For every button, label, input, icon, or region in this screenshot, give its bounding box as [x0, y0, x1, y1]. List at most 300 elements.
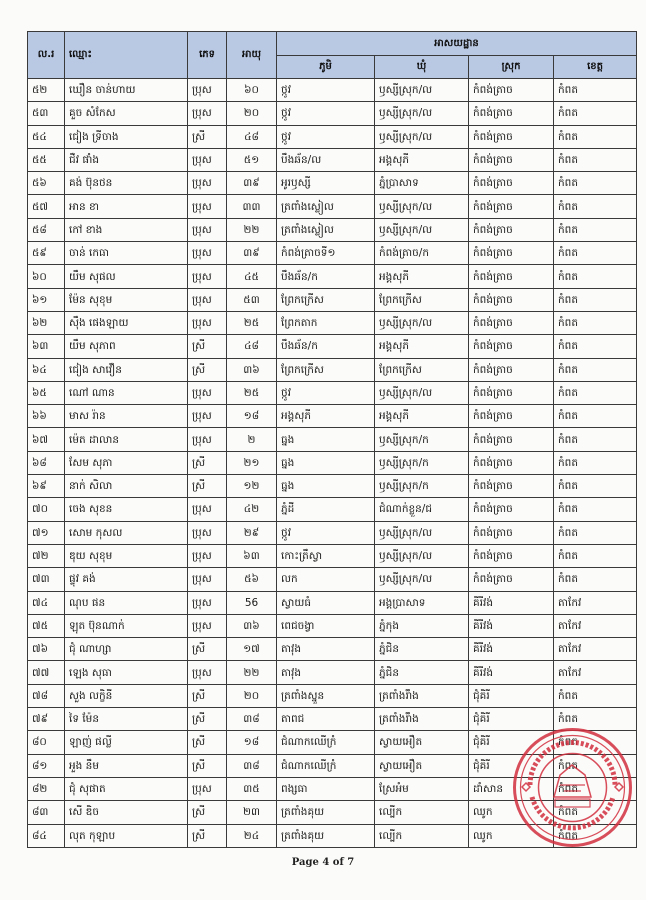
cell-sex: ប្រុស	[188, 148, 227, 171]
header-address: អាសយដ្ឋាន	[277, 32, 637, 56]
cell-row-number: ៥៧	[28, 195, 65, 218]
cell-province: កំពត	[554, 451, 637, 474]
cell-sex: ប្រុស	[188, 614, 227, 637]
cell-province: កំពត	[554, 684, 637, 707]
cell-row-number: ៨៣	[28, 801, 65, 824]
cell-sex: ប្រុស	[188, 568, 227, 591]
cell-person-name: គង់ ប៊ុនថន	[65, 172, 188, 195]
cell-age: ២៩	[227, 521, 277, 544]
cell-person-name: សួង លក្ខិនី	[65, 684, 188, 707]
cell-age: ៣៩	[227, 242, 277, 265]
cell-age: ២២	[227, 218, 277, 241]
table-row	[28, 335, 637, 358]
cell-person-name: សោម កុសល	[65, 521, 188, 544]
cell-sex: ប្រុស	[188, 777, 227, 800]
cell-province: កំពត	[554, 498, 637, 521]
cell-age: ៣៦	[227, 358, 277, 381]
cell-sex: ស្រី	[188, 475, 227, 498]
cell-commune: ឫស្សីស្រុក/ល	[375, 311, 469, 334]
cell-village: ធ្នង	[277, 475, 375, 498]
cell-village: ត្រពាំងគុយ	[277, 824, 375, 847]
cell-age: ២៣	[227, 801, 277, 824]
cell-village: ត្រពាំងស្លៀល	[277, 218, 375, 241]
cell-row-number: ៨០	[28, 731, 65, 754]
table-row	[28, 638, 637, 661]
cell-village: ត្រពាំងស្នួន	[277, 684, 375, 707]
cell-district: កំពង់ត្រាច	[469, 148, 554, 171]
cell-commune: ភ្នំកុង	[375, 614, 469, 637]
cell-age: ២០	[227, 102, 277, 125]
cell-age: ៣៦	[227, 614, 277, 637]
cell-village: បឹងឆ័ន/ក	[277, 335, 375, 358]
cell-district: កំពង់ត្រាច	[469, 125, 554, 148]
cell-province: កំពត	[554, 708, 637, 731]
cell-village: ព្រែកតាក	[277, 311, 375, 334]
cell-province: កំពត	[554, 544, 637, 567]
cell-commune: ត្រពាំងរំាំង	[375, 684, 469, 707]
cell-sex: ស្រី	[188, 358, 227, 381]
cell-row-number: ៥៥	[28, 148, 65, 171]
table-row	[28, 102, 637, 125]
cell-province: កំពត	[554, 405, 637, 428]
cell-person-name: គួច សំកែស	[65, 102, 188, 125]
cell-village: ព្រែកក្រើស	[277, 358, 375, 381]
cell-district: កំពង់ត្រាច	[469, 498, 554, 521]
cell-province: តាកែវ	[554, 614, 637, 637]
cell-district: គីរីវង់	[469, 591, 554, 614]
cell-province: កំពត	[554, 195, 637, 218]
cell-age: ៦០	[227, 79, 277, 102]
cell-village: ស្វាយធំ	[277, 591, 375, 614]
cell-commune: ព្រែកក្រើស	[375, 358, 469, 381]
cell-district: ឈូក	[469, 801, 554, 824]
cell-village: ថ្កូវ	[277, 521, 375, 544]
cell-district: កំពង់ត្រាច	[469, 428, 554, 451]
cell-commune: ស្វាយអឿត	[375, 754, 469, 777]
cell-commune: អង្គសុភី	[375, 335, 469, 358]
cell-commune: ឫស្សីស្រុក/ល	[375, 381, 469, 404]
cell-person-name: ឌុយ សុខុម	[65, 544, 188, 567]
cell-row-number: ៦៦	[28, 405, 65, 428]
cell-district: កំពង់ត្រាច	[469, 172, 554, 195]
cell-village: អង្គសុភី	[277, 405, 375, 428]
cell-row-number: ៥២	[28, 79, 65, 102]
cell-commune: ឫស្សីស្រុក/ល	[375, 521, 469, 544]
cell-sex: ប្រុស	[188, 311, 227, 334]
official-seal-icon	[510, 725, 635, 850]
cell-commune: អង្គសុភី	[375, 148, 469, 171]
cell-district: ជុំគិរី	[469, 731, 554, 754]
cell-age: ៣៣	[227, 195, 277, 218]
table-row	[28, 405, 637, 428]
cell-row-number: ៥៩	[28, 242, 65, 265]
table-row	[28, 242, 637, 265]
cell-person-name: លុត កុឡាប	[65, 824, 188, 847]
cell-row-number: ៥៨	[28, 218, 65, 241]
cell-village: ធ្នង	[277, 451, 375, 474]
cell-commune: ស្វាយអឿត	[375, 731, 469, 754]
cell-person-name: ទៃ ម៉ែន	[65, 708, 188, 731]
cell-province: កំពត	[554, 521, 637, 544]
table-row	[28, 195, 637, 218]
cell-village: ពង្សធា	[277, 777, 375, 800]
table-row	[28, 544, 637, 567]
cell-village: ថ្កូវ	[277, 102, 375, 125]
cell-person-name: ណុប ផន	[65, 591, 188, 614]
cell-village: តាវុង	[277, 638, 375, 661]
cell-person-name: ចាន់ កេធា	[65, 242, 188, 265]
cell-commune: ភ្នំប្រាសាទ	[375, 172, 469, 195]
cell-row-number: ៨២	[28, 777, 65, 800]
cell-sex: ស្រី	[188, 708, 227, 731]
cell-district: កំពង់ត្រាច	[469, 102, 554, 125]
table-row	[28, 591, 637, 614]
cell-age: ២២	[227, 661, 277, 684]
cell-sex: ប្រុស	[188, 428, 227, 451]
cell-row-number: ៦៤	[28, 358, 65, 381]
header-age: អាយុ	[227, 32, 277, 79]
cell-village: ធ្នង	[277, 428, 375, 451]
cell-district: ឈូក	[469, 824, 554, 847]
cell-district: ជុំគិរី	[469, 684, 554, 707]
cell-person-name: ជុំ សុផាត	[65, 777, 188, 800]
cell-sex: ស្រី	[188, 125, 227, 148]
cell-commune: ឫស្សីស្រុក/ក	[375, 428, 469, 451]
cell-person-name: ចេង សុខន	[65, 498, 188, 521]
cell-district: កំពង់ត្រាច	[469, 544, 554, 567]
cell-sex: ស្រី	[188, 731, 227, 754]
cell-sex: ស្រី	[188, 684, 227, 707]
cell-sex: ប្រុស	[188, 661, 227, 684]
cell-commune: ឫស្សីស្រុក/ល	[375, 79, 469, 102]
cell-sex: ស្រី	[188, 824, 227, 847]
cell-village: តាពជ	[277, 708, 375, 731]
cell-row-number: ៧១	[28, 521, 65, 544]
cell-district: គីរីវង់	[469, 638, 554, 661]
cell-province: កំពត	[554, 311, 637, 334]
table-row	[28, 125, 637, 148]
cell-row-number: ៨១	[28, 754, 65, 777]
table-row	[28, 288, 637, 311]
cell-row-number: ៥៤	[28, 125, 65, 148]
cell-commune: ឫស្សីស្រុក/ល	[375, 568, 469, 591]
header-commune: ឃុំ	[375, 56, 469, 79]
cell-commune: ព្រែកក្រើស	[375, 288, 469, 311]
cell-commune: ឫស្សីស្រុក/ល	[375, 544, 469, 567]
cell-sex: ប្រុស	[188, 195, 227, 218]
cell-sex: ប្រុស	[188, 544, 227, 567]
cell-row-number: ៧៣	[28, 568, 65, 591]
cell-district: កំពង់ត្រាច	[469, 335, 554, 358]
cell-village: ជំណាកឈើក្រំ	[277, 731, 375, 754]
cell-commune: កំពង់ត្រាច/ក	[375, 242, 469, 265]
cell-commune: ឫស្សីស្រុក/ល	[375, 218, 469, 241]
table-row	[28, 79, 637, 102]
cell-province: កំពត	[554, 381, 637, 404]
cell-sex: ប្រុស	[188, 242, 227, 265]
cell-commune: ល្បើក	[375, 824, 469, 847]
cell-sex: ប្រុស	[188, 521, 227, 544]
cell-province: តាកែវ	[554, 661, 637, 684]
cell-row-number: ៧៤	[28, 591, 65, 614]
cell-age: ២	[227, 428, 277, 451]
cell-commune: អង្គសុភី	[375, 405, 469, 428]
table-row	[28, 381, 637, 404]
cell-village: ថ្កូវ	[277, 79, 375, 102]
cell-province: កំពត	[554, 172, 637, 195]
cell-sex: ស្រី	[188, 335, 227, 358]
table-row	[28, 498, 637, 521]
cell-age: ៤៨	[227, 125, 277, 148]
cell-sex: ប្រុស	[188, 218, 227, 241]
cell-sex: ប្រុស	[188, 498, 227, 521]
cell-person-name: ស៊ឹង ផេងឡាយ	[65, 311, 188, 334]
cell-village: លក	[277, 568, 375, 591]
cell-province: កំពត	[554, 754, 637, 777]
header-sex: ភេទ	[188, 32, 227, 79]
cell-district: កំពង់ត្រាច	[469, 79, 554, 102]
cell-district: កំពង់ត្រាច	[469, 451, 554, 474]
cell-district: គីរីវង់	[469, 661, 554, 684]
header-name: ឈ្មោះ	[65, 32, 188, 79]
cell-district: កំពង់ត្រាច	[469, 311, 554, 334]
cell-sex: ប្រុស	[188, 79, 227, 102]
cell-district: កំពង់ត្រាច	[469, 475, 554, 498]
cell-district: គីរីវង់	[469, 614, 554, 637]
cell-commune: ឫស្សីស្រុក/ល	[375, 102, 469, 125]
cell-village: តាវុង	[277, 661, 375, 684]
cell-row-number: ៨៤	[28, 824, 65, 847]
table-row	[28, 428, 637, 451]
cell-district: កំពង់ត្រាច	[469, 242, 554, 265]
cell-row-number: ៥៣	[28, 102, 65, 125]
cell-age: ៣៩	[227, 172, 277, 195]
cell-district: កំពង់ត្រាច	[469, 265, 554, 288]
cell-person-name: យឹម សុផល	[65, 265, 188, 288]
cell-row-number: ៧៥	[28, 614, 65, 637]
cell-sex: ស្រី	[188, 451, 227, 474]
cell-district: ដាំសាន	[469, 777, 554, 800]
cell-district: កំពង់ត្រាច	[469, 521, 554, 544]
cell-age: ៣៨	[227, 754, 277, 777]
cell-village: ត្រពាំងគុយ	[277, 801, 375, 824]
cell-person-name: ជៀង សាវឿន	[65, 358, 188, 381]
table-row	[28, 265, 637, 288]
cell-row-number: ៦៥	[28, 381, 65, 404]
cell-age: ៦៣	[227, 544, 277, 567]
cell-province: កំពត	[554, 568, 637, 591]
cell-row-number: ៦៣	[28, 335, 65, 358]
cell-province: កំពត	[554, 801, 637, 824]
cell-province: កំពត	[554, 358, 637, 381]
cell-person-name: ម៉ែន សុខុម	[65, 288, 188, 311]
cell-province: កំពត	[554, 288, 637, 311]
cell-person-name: ម៉េត ដាលាន	[65, 428, 188, 451]
cell-sex: ប្រុស	[188, 405, 227, 428]
cell-row-number: ៧០	[28, 498, 65, 521]
cell-province: កំពត	[554, 475, 637, 498]
cell-row-number: ៦០	[28, 265, 65, 288]
cell-row-number: ៧២	[28, 544, 65, 567]
table-row	[28, 568, 637, 591]
cell-province: តាកែវ	[554, 591, 637, 614]
cell-village: ភ្នំដី	[277, 498, 375, 521]
cell-row-number: ៥៦	[28, 172, 65, 195]
cell-sex: ប្រុស	[188, 172, 227, 195]
cell-person-name: ជុំ ណាហ្សា	[65, 638, 188, 661]
header-district: ស្រុក	[469, 56, 554, 79]
cell-age: ៣៨	[227, 708, 277, 731]
cell-province: កំពត	[554, 102, 637, 125]
cell-age: ២០	[227, 684, 277, 707]
cell-province: តាកែវ	[554, 638, 637, 661]
cell-village: កំពង់ត្រាចទី១	[277, 242, 375, 265]
cell-commune: ល្បើក	[375, 801, 469, 824]
cell-age: ៤២	[227, 498, 277, 521]
cell-age: ២៥	[227, 381, 277, 404]
cell-age: ២៥	[227, 311, 277, 334]
cell-commune: ជំណាក់ខ្លួន/ជ	[375, 498, 469, 521]
cell-village: ពេជចង្វា	[277, 614, 375, 637]
cell-village: ព្រែកក្រើស	[277, 288, 375, 311]
header-province: ខេត្ត	[554, 56, 637, 79]
cell-person-name: យឹម សុភាព	[65, 335, 188, 358]
cell-sex: ប្រុស	[188, 288, 227, 311]
cell-row-number: ៦៧	[28, 428, 65, 451]
cell-province: កំពត	[554, 335, 637, 358]
cell-district: ជុំគិរី	[469, 754, 554, 777]
cell-sex: ប្រុស	[188, 265, 227, 288]
cell-province: កំពត	[554, 731, 637, 754]
cell-village: ថ្កូវ	[277, 381, 375, 404]
cell-age: ៤៨	[227, 335, 277, 358]
cell-province: កំពត	[554, 148, 637, 171]
cell-sex: ប្រុស	[188, 102, 227, 125]
cell-village: ថ្កូវ	[277, 125, 375, 148]
cell-person-name: សើ ឌិច	[65, 801, 188, 824]
table-row	[28, 451, 637, 474]
cell-age: ៥១	[227, 148, 277, 171]
cell-district: កំពង់ត្រាច	[469, 568, 554, 591]
table-row	[28, 358, 637, 381]
table-row	[28, 218, 637, 241]
cell-age: ៥៣	[227, 288, 277, 311]
cell-row-number: ៧៨	[28, 684, 65, 707]
cell-district: កំពង់ត្រាច	[469, 381, 554, 404]
cell-person-name: ឡាញ់ ផល្លី	[65, 731, 188, 754]
cell-village: កោះត្រឹស្វា	[277, 544, 375, 567]
cell-age: 56	[227, 591, 277, 614]
cell-province: កំពត	[554, 125, 637, 148]
cell-commune: ភ្នំជិន	[375, 638, 469, 661]
cell-person-name: ណៅ ណាន	[65, 381, 188, 404]
table-header	[28, 32, 637, 79]
table-row	[28, 475, 637, 498]
table-row	[28, 172, 637, 195]
cell-person-name: ឃឿន ចាន់ហាយ	[65, 79, 188, 102]
cell-person-name: ឡុត ប៊ុនណាក់	[65, 614, 188, 637]
cell-village: អូរឫស្សី	[277, 172, 375, 195]
cell-village: ត្រពាំងស្លៀល	[277, 195, 375, 218]
cell-row-number: ៦៨	[28, 451, 65, 474]
table-row	[28, 684, 637, 707]
cell-person-name: កៅ ខាង	[65, 218, 188, 241]
table-row	[28, 148, 637, 171]
header-village: ភូមិ	[277, 56, 375, 79]
cell-sex: ស្រី	[188, 801, 227, 824]
table-row	[28, 661, 637, 684]
cell-age: ២៤	[227, 824, 277, 847]
page-footer: Page 4 of 7	[291, 857, 355, 868]
cell-person-name: ជឺវ ផាំង	[65, 148, 188, 171]
cell-province: កំពត	[554, 777, 637, 800]
cell-commune: ឫស្សីស្រុក/ក	[375, 451, 469, 474]
cell-province: កំពត	[554, 824, 637, 847]
cell-row-number: ៦៩	[28, 475, 65, 498]
cell-district: ជុំគិរី	[469, 708, 554, 731]
cell-province: កំពត	[554, 218, 637, 241]
cell-person-name: មាស រ៉ាន	[65, 405, 188, 428]
table-row	[28, 521, 637, 544]
cell-district: កំពង់ត្រាច	[469, 218, 554, 241]
cell-age: ៤៥	[227, 265, 277, 288]
cell-person-name: ផ្ទុវ គង់	[65, 568, 188, 591]
cell-age: ៣៥	[227, 777, 277, 800]
cell-district: កំពង់ត្រាច	[469, 405, 554, 428]
cell-age: ១៧	[227, 638, 277, 661]
cell-person-name: សែម សុភា	[65, 451, 188, 474]
cell-person-name: អួង នឹម	[65, 754, 188, 777]
cell-row-number: ៦២	[28, 311, 65, 334]
table-row	[28, 614, 637, 637]
cell-row-number: ៧៦	[28, 638, 65, 661]
cell-sex: ប្រុស	[188, 591, 227, 614]
cell-person-name: អាន ខា	[65, 195, 188, 218]
cell-age: ៥៦	[227, 568, 277, 591]
cell-commune: ឫស្សីស្រុក/ល	[375, 195, 469, 218]
cell-commune: អង្គសុភី	[375, 265, 469, 288]
cell-commune: ឫស្សីស្រុក/ល	[375, 125, 469, 148]
cell-district: កំពង់ត្រាច	[469, 195, 554, 218]
cell-sex: ប្រុស	[188, 381, 227, 404]
cell-row-number: ៧៩	[28, 708, 65, 731]
cell-commune: ភ្នំជិន	[375, 661, 469, 684]
cell-province: កំពត	[554, 265, 637, 288]
cell-province: កំពត	[554, 79, 637, 102]
cell-province: កំពត	[554, 428, 637, 451]
header-no: ល.រ	[28, 32, 65, 79]
cell-sex: ស្រី	[188, 754, 227, 777]
cell-commune: ឫស្សីស្រុក/ក	[375, 475, 469, 498]
cell-district: កំពង់ត្រាច	[469, 358, 554, 381]
cell-commune: ត្រពាំងរំាំង	[375, 708, 469, 731]
cell-commune: ស្រែអំម	[375, 777, 469, 800]
cell-person-name: នាក់ សិលា	[65, 475, 188, 498]
cell-person-name: ឡេង សុធា	[65, 661, 188, 684]
cell-person-name: ជៀង ទ្រីចាង	[65, 125, 188, 148]
table-row	[28, 311, 637, 334]
cell-age: ១៨	[227, 405, 277, 428]
cell-row-number: ៦១	[28, 288, 65, 311]
cell-age: ១៨	[227, 731, 277, 754]
cell-village: បឹងឆ័ន/ល	[277, 148, 375, 171]
cell-row-number: ៧៧	[28, 661, 65, 684]
cell-province: កំពត	[554, 242, 637, 265]
cell-district: កំពង់ត្រាច	[469, 288, 554, 311]
cell-village: ជំណាកឈើក្រំ	[277, 754, 375, 777]
cell-age: ២១	[227, 451, 277, 474]
cell-village: បឹងឆ័ន/ក	[277, 265, 375, 288]
